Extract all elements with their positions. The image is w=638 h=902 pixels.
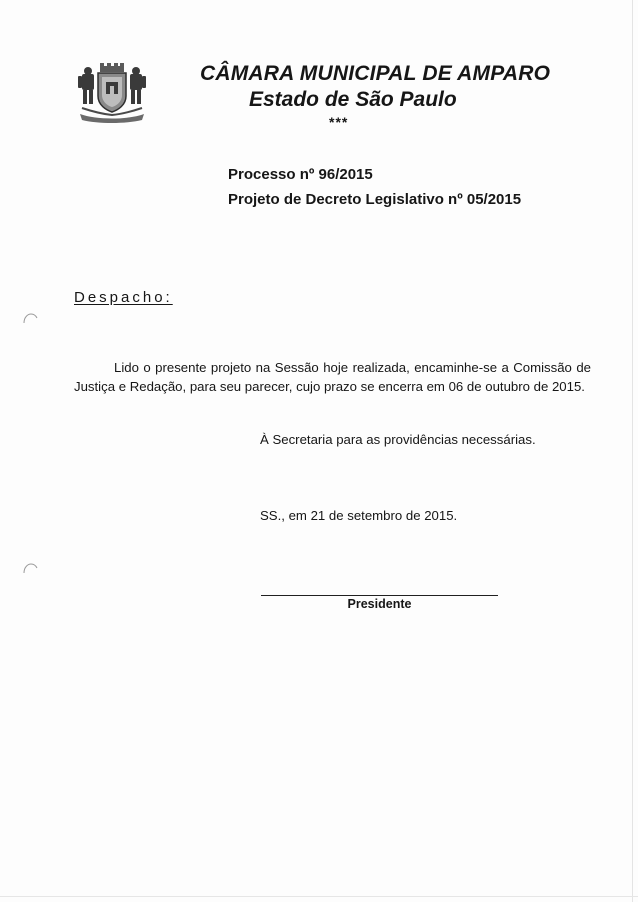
institution-name: CÂMARA MUNICIPAL DE AMPARO [200, 62, 551, 85]
secretaria-note: À Secretaria para as providências necessárias. [260, 432, 536, 447]
project-number: Projeto de Decreto Legislativo nº 05/2015 [228, 191, 522, 208]
dispatch-heading: Despacho: [74, 289, 173, 306]
punch-hole-icon [22, 562, 38, 574]
page-edge-bottom [0, 896, 638, 897]
coat-of-arms-icon [76, 62, 148, 124]
state-name: Estado de São Paulo [249, 88, 457, 111]
header-ornament: *** [329, 114, 349, 130]
signature-line [261, 595, 498, 596]
signature-role: Presidente [347, 597, 412, 611]
dispatch-body: Lido o presente projeto na Sessão hoje realizada, encaminhe-se a Comissão de Justiça e Redação, para seu parecer, cujo prazo se encerra em 06 de outubro de 2015. [74, 360, 591, 394]
date-line: SS., em 21 de setembro de 2015. [260, 508, 458, 523]
punch-hole-icon [22, 312, 38, 324]
process-number: Processo nº 96/2015 [228, 166, 373, 183]
page-edge-right [632, 0, 633, 902]
